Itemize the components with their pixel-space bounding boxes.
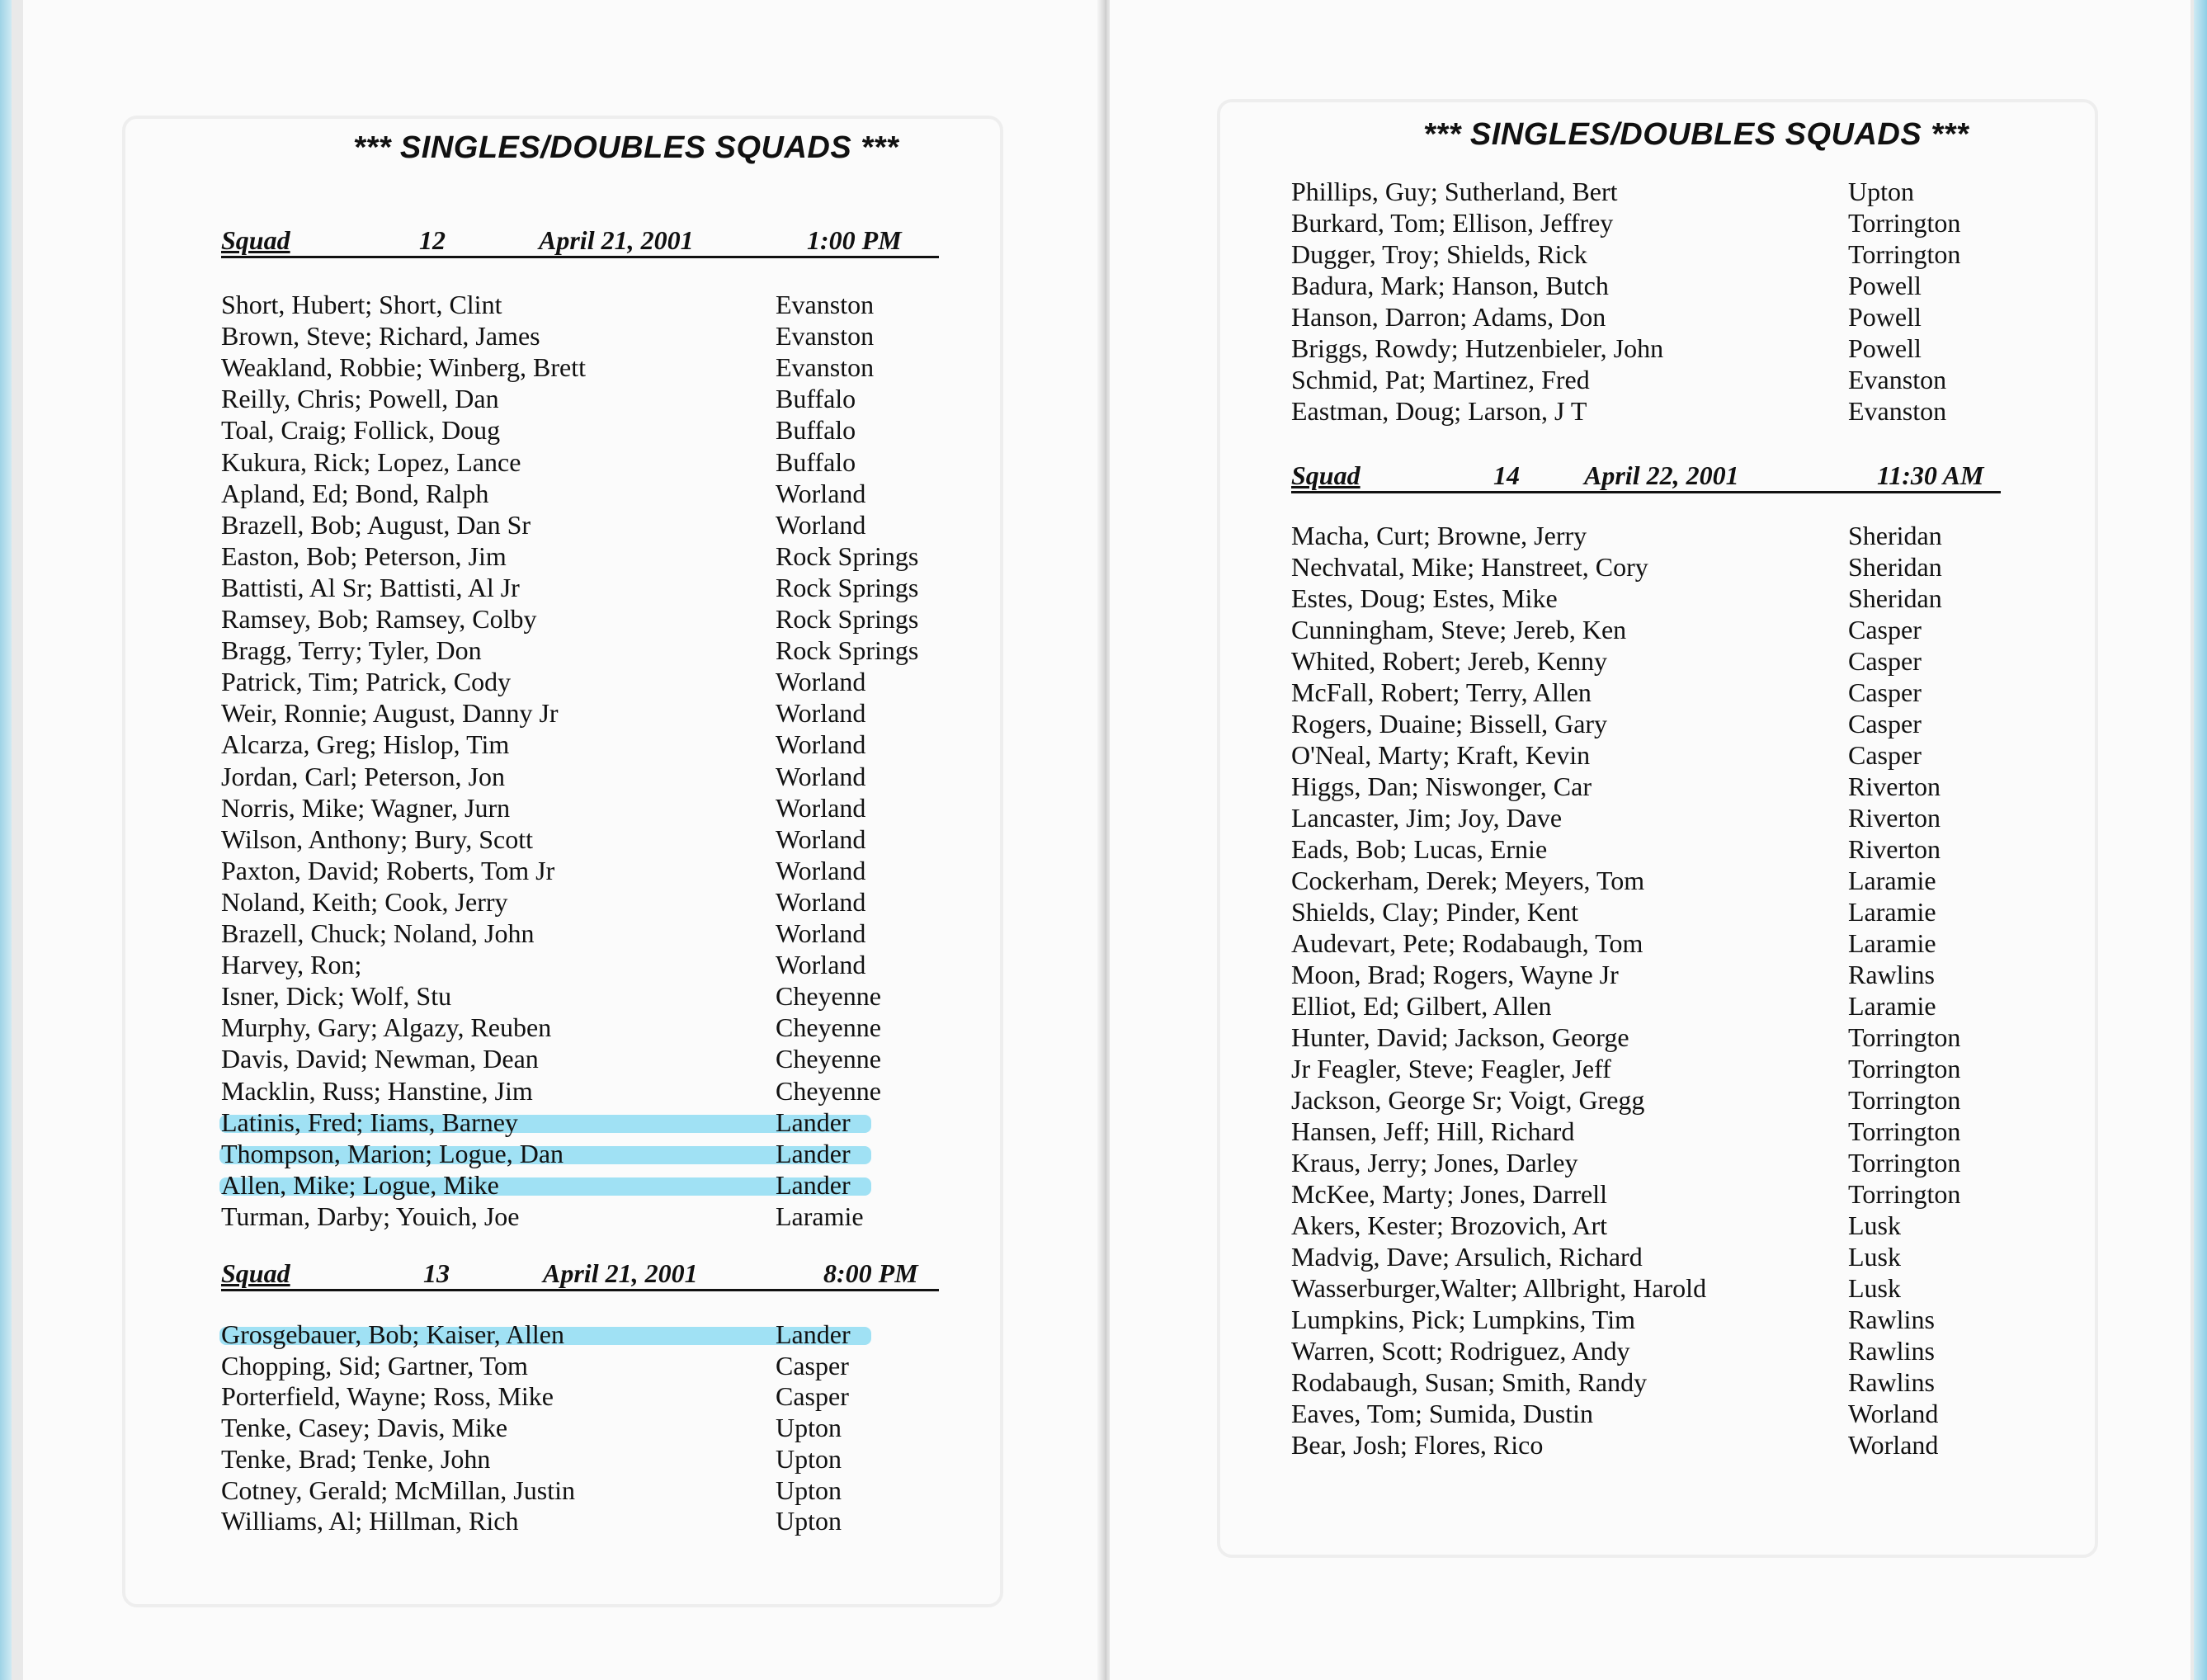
player-names: Cotney, Gerald; McMillan, Justin <box>221 1475 575 1505</box>
player-city: Worland <box>776 886 866 917</box>
list-item <box>1291 520 2112 551</box>
list-item <box>1291 1147 2112 1178</box>
player-names: Audevart, Pete; Rodabaugh, Tom <box>1291 928 1643 958</box>
scan-edge-right <box>2194 0 2207 1680</box>
list-item <box>221 886 1040 918</box>
player-names: Macklin, Russ; Hanstine, Jim <box>221 1075 533 1106</box>
player-city: Casper <box>1848 615 1922 644</box>
player-names: Jordan, Carl; Peterson, Jon <box>221 761 505 791</box>
player-city: Rawlins <box>1848 1305 1935 1334</box>
player-city: Casper <box>776 1350 849 1380</box>
list-item <box>1291 1304 2112 1335</box>
player-city: Torrington <box>1848 1179 1961 1209</box>
player-names: Rogers, Duaine; Bissell, Gary <box>1291 709 1608 739</box>
player-city: Evanston <box>776 321 875 352</box>
player-names: Hunter, David; Jackson, George <box>1291 1022 1629 1052</box>
player-names: Weir, Ronnie; August, Danny Jr <box>221 698 559 729</box>
player-city: Rawlins <box>1848 1336 1935 1366</box>
player-names: Badura, Mark; Hanson, Butch <box>1291 271 1609 300</box>
player-city: Upton <box>776 1413 842 1443</box>
player-names: Chopping, Sid; Gartner, Tom <box>221 1350 528 1380</box>
list-item <box>221 1075 1040 1107</box>
list-item <box>221 478 1040 509</box>
player-city: Upton <box>776 1475 842 1505</box>
list-item <box>1291 739 2112 771</box>
player-city: Cheyenne <box>776 1012 881 1043</box>
squad-label: Squad <box>221 225 290 255</box>
list-item <box>221 635 1040 666</box>
player-city: Upton <box>776 1506 842 1536</box>
list-item <box>221 1380 1040 1412</box>
player-names: Thompson, Marion; Logue, Dan <box>221 1138 564 1168</box>
player-names: Harvey, Ron; <box>221 950 362 980</box>
player-names: Tenke, Casey; Davis, Mike <box>221 1413 508 1443</box>
list-item <box>221 697 1040 729</box>
player-city: Casper <box>1848 740 1922 770</box>
player-names: Eads, Bob; Lucas, Ernie <box>1291 834 1548 864</box>
list-item <box>221 320 1040 352</box>
player-city: Powell <box>1848 271 1922 300</box>
list-item <box>221 1201 1040 1232</box>
player-names: Burkard, Tom; Ellison, Jeffrey <box>1291 208 1614 238</box>
list-item <box>1291 833 2112 865</box>
list-item <box>221 1169 1040 1201</box>
list-item <box>1291 771 2112 802</box>
player-names: Eaves, Tom; Sumida, Dustin <box>1291 1399 1594 1428</box>
player-city: Worland <box>776 667 866 697</box>
player-city: Powell <box>1848 302 1922 332</box>
player-names: Kukura, Rick; Lopez, Lance <box>221 446 521 477</box>
squad-number: 13 <box>423 1258 450 1288</box>
list-item <box>221 509 1040 540</box>
player-names: Allen, Mike; Logue, Mike <box>221 1169 499 1200</box>
player-names: Short, Hubert; Short, Clint <box>221 290 502 319</box>
player-city: Sheridan <box>1848 583 1942 613</box>
player-names: Macha, Curt; Browne, Jerry <box>1291 521 1587 550</box>
player-names: Whited, Robert; Jereb, Kenny <box>1291 646 1607 676</box>
list-item <box>221 1319 1040 1350</box>
list-item <box>221 414 1040 446</box>
squad-time: 11:30 AM <box>1877 460 1984 490</box>
list-item <box>1291 1335 2112 1366</box>
list-item <box>1291 959 2112 990</box>
player-names: Davis, David; Newman, Dean <box>221 1044 539 1074</box>
list-item <box>1291 927 2112 959</box>
player-names: Isner, Dick; Wolf, Stu <box>221 981 452 1012</box>
player-city: Riverton <box>1848 834 1941 864</box>
list-item <box>221 918 1040 949</box>
player-city: Powell <box>1848 333 1922 363</box>
player-city: Rock Springs <box>776 635 919 666</box>
player-names: Murphy, Gary; Algazy, Reuben <box>221 1012 552 1043</box>
list-item <box>1291 364 2112 395</box>
list-item <box>1291 1084 2112 1116</box>
player-names: Schmid, Pat; Martinez, Fred <box>1291 365 1590 394</box>
list-item <box>1291 270 2112 301</box>
player-names: Cunningham, Steve; Jereb, Ken <box>1291 615 1627 644</box>
player-names: Weakland, Robbie; Winberg, Brett <box>221 352 586 383</box>
player-names: Reilly, Chris; Powell, Dan <box>221 384 499 414</box>
list-item <box>221 352 1040 383</box>
player-names: Norris, Mike; Wagner, Jurn <box>221 792 511 823</box>
player-names: Cockerham, Derek; Meyers, Tom <box>1291 866 1645 895</box>
player-names: Patrick, Tim; Patrick, Cody <box>221 667 512 697</box>
player-names: Moon, Brad; Rogers, Wayne Jr <box>1291 960 1619 989</box>
player-city: Lusk <box>1848 1210 1901 1240</box>
list-item <box>221 1012 1040 1043</box>
list-item <box>221 761 1040 792</box>
player-names: Brazell, Bob; August, Dan Sr <box>221 509 531 540</box>
list-item <box>221 1443 1040 1475</box>
page-heading-right: *** SINGLES/DOUBLES SQUADS *** <box>1423 117 1969 152</box>
player-city: Worland <box>776 729 866 760</box>
player-names: Rodabaugh, Susan; Smith, Randy <box>1291 1367 1648 1397</box>
player-city: Evanston <box>776 290 875 319</box>
player-city: Worland <box>776 823 866 854</box>
list-item <box>221 1475 1040 1506</box>
squad-12-header <box>221 223 939 258</box>
player-names: Battisti, Al Sr; Battisti, Al Jr <box>221 572 520 602</box>
player-names: Noland, Keith; Cook, Jerry <box>221 886 508 917</box>
player-names: Turman, Darby; Youich, Joe <box>221 1201 520 1231</box>
player-names: Phillips, Guy; Sutherland, Bert <box>1291 177 1618 206</box>
player-names: Paxton, David; Roberts, Tom Jr <box>221 855 555 885</box>
list-item <box>1291 1241 2112 1272</box>
player-city: Rock Springs <box>776 604 919 634</box>
player-names: Hanson, Darron; Adams, Don <box>1291 302 1606 332</box>
list-item <box>221 603 1040 635</box>
player-city: Casper <box>776 1381 849 1412</box>
player-names: McKee, Marty; Jones, Darrell <box>1291 1179 1607 1209</box>
player-names: Apland, Ed; Bond, Ralph <box>221 478 489 508</box>
player-city: Worland <box>776 950 866 980</box>
squad-number: 14 <box>1493 460 1520 490</box>
player-names: Eastman, Doug; Larson, J T <box>1291 396 1587 426</box>
player-city: Lander <box>776 1107 851 1137</box>
list-item <box>1291 551 2112 583</box>
list-item <box>1291 708 2112 739</box>
player-city: Cheyenne <box>776 981 881 1012</box>
squad-13-header <box>221 1256 939 1291</box>
player-city: Rawlins <box>1848 1367 1935 1397</box>
list-item <box>1291 238 2112 270</box>
list-item <box>1291 1178 2112 1210</box>
list-item <box>1291 802 2112 833</box>
player-names: Kraus, Jerry; Jones, Darley <box>1291 1148 1578 1177</box>
list-item <box>221 446 1040 478</box>
player-names: Ramsey, Bob; Ramsey, Colby <box>221 604 537 634</box>
player-names: Bear, Josh; Flores, Rico <box>1291 1430 1544 1460</box>
list-item <box>221 383 1040 414</box>
list-item <box>221 666 1040 697</box>
player-city: Laramie <box>1848 991 1936 1021</box>
squad-label: Squad <box>221 1258 290 1288</box>
list-item <box>1291 301 2112 333</box>
player-names: Wasserburger,Walter; Allbright, Harold <box>1291 1273 1707 1303</box>
player-names: Williams, Al; Hillman, Rich <box>221 1506 519 1536</box>
player-city: Laramie <box>1848 897 1936 927</box>
list-item <box>1291 176 2112 207</box>
player-names: Alcarza, Greg; Hislop, Tim <box>221 729 510 760</box>
list-item <box>221 1412 1040 1443</box>
list-item <box>1291 677 2112 708</box>
player-names: Nechvatal, Mike; Hanstreet, Cory <box>1291 552 1648 582</box>
player-names: Briggs, Rowdy; Hutzenbieler, John <box>1291 333 1664 363</box>
player-city: Riverton <box>1848 772 1941 801</box>
squad-date: April 22, 2001 <box>1584 460 1739 490</box>
list-item <box>221 980 1040 1012</box>
list-item <box>221 1350 1040 1381</box>
page-heading-left: *** SINGLES/DOUBLES SQUADS *** <box>353 130 899 165</box>
player-city: Torrington <box>1848 239 1961 269</box>
scan-edge-left <box>0 0 12 1680</box>
list-item <box>221 949 1040 980</box>
list-item <box>221 792 1040 823</box>
player-city: Sheridan <box>1848 521 1942 550</box>
player-city: Lander <box>776 1169 851 1200</box>
player-city: Rawlins <box>1848 960 1935 989</box>
player-city: Worland <box>1848 1399 1939 1428</box>
player-city: Lusk <box>1848 1273 1901 1303</box>
player-names: Lumpkins, Pick; Lumpkins, Tim <box>1291 1305 1635 1334</box>
list-item <box>1291 1429 2112 1461</box>
player-names: Latinis, Fred; Iiams, Barney <box>221 1107 518 1137</box>
list-item <box>221 1505 1040 1536</box>
player-names: Estes, Doug; Estes, Mike <box>1291 583 1558 613</box>
player-city: Laramie <box>776 1201 864 1231</box>
list-item <box>221 823 1040 855</box>
player-names: Wilson, Anthony; Bury, Scott <box>221 823 533 854</box>
list-item <box>1291 990 2112 1022</box>
list-item <box>221 1043 1040 1074</box>
player-names: Elliot, Ed; Gilbert, Allen <box>1291 991 1552 1021</box>
player-city: Worland <box>776 698 866 729</box>
list-item <box>221 855 1040 886</box>
player-names: Bragg, Terry; Tyler, Don <box>221 635 482 666</box>
player-names: Grosgebauer, Bob; Kaiser, Allen <box>221 1319 564 1349</box>
player-city: Casper <box>1848 677 1922 707</box>
player-city: Torrington <box>1848 208 1961 238</box>
squad-label: Squad <box>1291 460 1361 490</box>
list-item <box>1291 614 2112 645</box>
player-city: Laramie <box>1848 866 1936 895</box>
player-city: Casper <box>1848 646 1922 676</box>
right-page <box>1110 0 2190 1680</box>
player-city: Lander <box>776 1319 851 1349</box>
list-item <box>1291 333 2112 364</box>
list-item <box>1291 583 2112 614</box>
player-city: Worland <box>776 509 866 540</box>
player-city: Torrington <box>1848 1148 1961 1177</box>
player-names: Shields, Clay; Pinder, Kent <box>1291 897 1579 927</box>
player-city: Worland <box>776 918 866 948</box>
player-names: Porterfield, Wayne; Ross, Mike <box>221 1381 554 1412</box>
player-city: Torrington <box>1848 1022 1961 1052</box>
player-city: Worland <box>776 478 866 508</box>
list-item <box>221 540 1040 572</box>
left-page <box>23 0 1106 1680</box>
player-names: Tenke, Brad; Tenke, John <box>221 1443 491 1474</box>
list-item <box>1291 1022 2112 1053</box>
list-item <box>1291 865 2112 896</box>
list-item <box>1291 1398 2112 1429</box>
player-names: Madvig, Dave; Arsulich, Richard <box>1291 1242 1643 1272</box>
player-city: Buffalo <box>776 415 856 446</box>
list-item <box>1291 645 2112 677</box>
player-names: Toal, Craig; Follick, Doug <box>221 415 501 446</box>
player-city: Cheyenne <box>776 1044 881 1074</box>
squad-time: 8:00 PM <box>823 1258 918 1288</box>
list-item <box>221 572 1040 603</box>
player-names: Brazell, Chuck; Noland, John <box>221 918 535 948</box>
player-city: Rock Springs <box>776 540 919 571</box>
player-names: Brown, Steve; Richard, James <box>221 321 540 352</box>
list-item <box>221 1107 1040 1138</box>
list-item <box>1291 1272 2112 1304</box>
player-names: Warren, Scott; Rodriguez, Andy <box>1291 1336 1630 1366</box>
list-item <box>1291 395 2112 427</box>
player-city: Worland <box>1848 1430 1939 1460</box>
player-city: Torrington <box>1848 1116 1961 1146</box>
player-names: Dugger, Troy; Shields, Rick <box>1291 239 1587 269</box>
list-item <box>221 729 1040 760</box>
list-item <box>1291 1116 2112 1147</box>
player-names: Hansen, Jeff; Hill, Richard <box>1291 1116 1575 1146</box>
squad-number: 12 <box>419 225 446 255</box>
player-city: Cheyenne <box>776 1075 881 1106</box>
player-names: Higgs, Dan; Niswonger, Car <box>1291 772 1592 801</box>
list-item <box>221 1138 1040 1169</box>
player-city: Evanston <box>1848 365 1947 394</box>
player-city: Worland <box>776 855 866 885</box>
player-city: Rock Springs <box>776 572 919 602</box>
player-city: Evanston <box>776 352 875 383</box>
player-names: Easton, Bob; Peterson, Jim <box>221 540 507 571</box>
player-city: Upton <box>1848 177 1914 206</box>
player-city: Torrington <box>1848 1054 1961 1083</box>
player-city: Worland <box>776 792 866 823</box>
player-city: Sheridan <box>1848 552 1942 582</box>
list-item <box>1291 1053 2112 1084</box>
player-city: Lander <box>776 1138 851 1168</box>
player-city: Lusk <box>1848 1242 1901 1272</box>
player-city: Worland <box>776 761 866 791</box>
player-names: O'Neal, Marty; Kraft, Kevin <box>1291 740 1591 770</box>
list-item <box>1291 207 2112 238</box>
player-city: Riverton <box>1848 803 1941 833</box>
list-item <box>1291 1210 2112 1241</box>
player-city: Laramie <box>1848 928 1936 958</box>
player-city: Upton <box>776 1443 842 1474</box>
list-item <box>1291 896 2112 927</box>
player-names: Jackson, George Sr; Voigt, Gregg <box>1291 1085 1645 1115</box>
player-names: Jr Feagler, Steve; Feagler, Jeff <box>1291 1054 1611 1083</box>
squad-time: 1:00 PM <box>807 225 902 255</box>
player-city: Evanston <box>1848 396 1947 426</box>
player-names: Akers, Kester; Brozovich, Art <box>1291 1210 1608 1240</box>
player-names: McFall, Robert; Terry, Allen <box>1291 677 1592 707</box>
list-item <box>221 289 1040 320</box>
squad-date: April 21, 2001 <box>543 1258 698 1288</box>
player-city: Buffalo <box>776 384 856 414</box>
player-names: Lancaster, Jim; Joy, Dave <box>1291 803 1563 833</box>
player-city: Torrington <box>1848 1085 1961 1115</box>
list-item <box>1291 1366 2112 1398</box>
player-city: Casper <box>1848 709 1922 739</box>
squad-14-header <box>1291 458 2001 493</box>
player-city: Buffalo <box>776 446 856 477</box>
squad-date: April 21, 2001 <box>539 225 694 255</box>
